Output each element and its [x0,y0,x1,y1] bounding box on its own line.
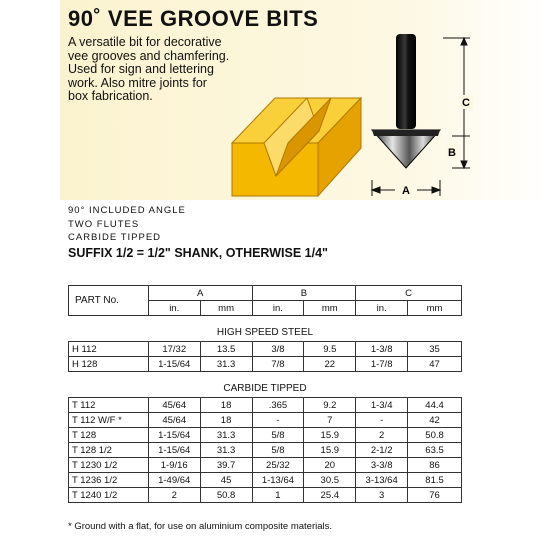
table-cell: 1-3/4 [356,398,408,413]
table-cell: 25/32 [252,458,304,473]
part-number-header: PART No. [69,286,149,316]
table-cell: 86 [408,458,462,473]
group-header-b: B [252,286,356,301]
table-cell: 35 [408,342,462,357]
dimension-label-a: A [402,185,410,197]
table-cell: 45/64 [148,413,200,428]
dimension-label-c: C [462,97,470,109]
table-cell: - [252,413,304,428]
part-number-cell: T 1240 1/2 [69,488,149,503]
table-row [69,473,462,488]
table-cell: 9.2 [304,398,356,413]
spec-angle: 90° INCLUDED ANGLE [68,205,186,216]
table-cell: 18 [200,398,252,413]
table-row [69,458,462,473]
table-row [69,357,462,372]
table-cell: 45/64 [148,398,200,413]
vee-groove-block-illustration [232,98,361,196]
table-cell: 15.9 [304,428,356,443]
table-cell: 9.5 [304,342,356,357]
table-cell: 31.3 [200,357,252,372]
table-cell: 20 [304,458,356,473]
table-cell: 18 [200,413,252,428]
table-cell: 2 [148,488,200,503]
table-cell: .365 [252,398,304,413]
unit-header: in. [148,301,200,316]
table-cell: 3-13/64 [356,473,408,488]
table-cell: 7/8 [252,357,304,372]
unit-header: mm [304,301,356,316]
table-cell: 2 [356,428,408,443]
spec-material: CARBIDE TIPPED [68,232,162,243]
table-row [69,413,462,428]
table-cell: 44.4 [408,398,462,413]
part-number-cell: T 112 [69,398,149,413]
page-title: 90˚ VEE GROOVE BITS [68,6,319,31]
product-description: A versatile bit for decorative vee grooves and chamfering. Used for sign and lettering work. Also mitre joints for box fabrication. [68,35,230,104]
spec-flutes: TWO FLUTES [68,218,140,230]
table-cell: 81.5 [408,473,462,488]
table-cell: 31.3 [200,443,252,458]
spec-list [68,204,186,245]
table-cell: 42 [408,413,462,428]
section-title: CARBIDE TIPPED [69,372,462,398]
table-cell: 3 [356,488,408,503]
group-header-a: A [148,286,252,301]
dimensions-table [68,285,462,503]
table-cell: 1-15/64 [148,443,200,458]
section-title: HIGH SPEED STEEL [69,316,462,342]
table-cell: 3/8 [252,342,304,357]
table-cell: 63.5 [408,443,462,458]
table-cell: - [356,413,408,428]
table-cell: 1-15/64 [148,357,200,372]
table-cell: 5/8 [252,443,304,458]
table-row [69,342,462,357]
unit-header: mm [200,301,252,316]
table-cell: 1-9/16 [148,458,200,473]
table-row [69,443,462,458]
table-cell: 1 [252,488,304,503]
table-cell: 30.5 [304,473,356,488]
group-header-c: C [356,286,462,301]
table-cell: 31.3 [200,428,252,443]
table-cell: 76 [408,488,462,503]
table-cell: 13.5 [200,342,252,357]
shank-suffix-note: SUFFIX 1/2 = 1/2" SHANK, OTHERWISE 1/4" [68,246,328,260]
part-number-cell: T 128 1/2 [69,443,149,458]
table-cell: 5/8 [252,428,304,443]
table-row [69,428,462,443]
unit-header: in. [356,301,408,316]
part-number-cell: T 128 [69,428,149,443]
table-cell: 7 [304,413,356,428]
table-header-row [69,286,462,301]
part-number-cell: T 1230 1/2 [69,458,149,473]
part-number-cell: T 112 W/F * [69,413,149,428]
part-number-cell: H 128 [69,357,149,372]
table-row [69,398,462,413]
table-cell: 50.8 [200,488,252,503]
unit-header: in. [252,301,304,316]
unit-header: mm [408,301,462,316]
table-cell: 22 [304,357,356,372]
table-cell: 1-15/64 [148,428,200,443]
router-bit-illustration [372,34,440,168]
table-cell: 1-13/64 [252,473,304,488]
table-cell: 25.4 [304,488,356,503]
table-cell: 47 [408,357,462,372]
table-row [69,488,462,503]
table-cell: 17/32 [148,342,200,357]
table-cell: 39.7 [200,458,252,473]
dimension-lines [372,38,470,196]
part-number-cell: T 1236 1/2 [69,473,149,488]
dimension-label-b: B [448,147,456,159]
table-cell: 1-3/8 [356,342,408,357]
footnote: * Ground with a flat, for use on aluminium composite materials. [68,521,333,532]
section-heading-row [69,316,462,342]
table-cell: 15.9 [304,443,356,458]
table-cell: 3-3/8 [356,458,408,473]
table-cell: 1-7/8 [356,357,408,372]
part-number-cell: H 112 [69,342,149,357]
table-cell: 2-1/2 [356,443,408,458]
table-cell: 45 [200,473,252,488]
table-cell: 1-49/64 [148,473,200,488]
table-cell: 50.8 [408,428,462,443]
section-heading-row [69,372,462,398]
